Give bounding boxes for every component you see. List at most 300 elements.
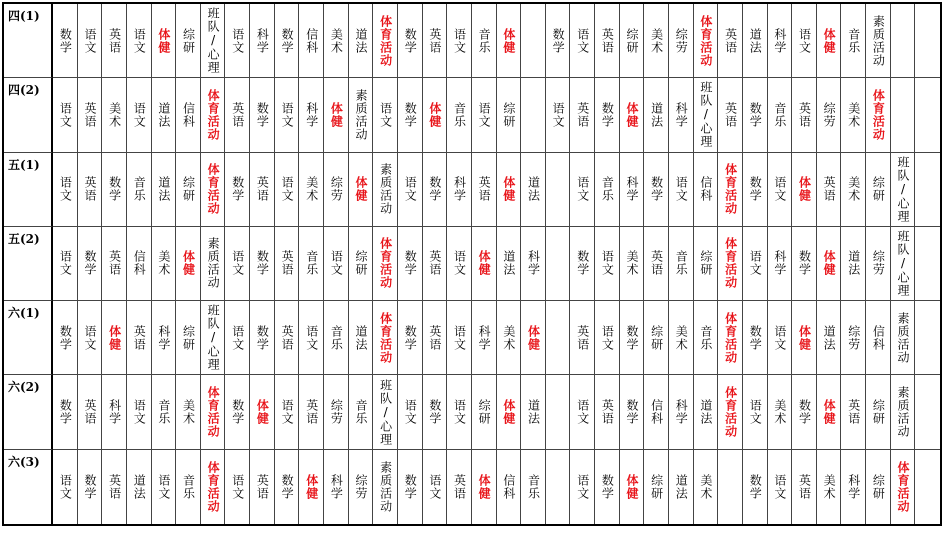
subject-text: 道法 xyxy=(822,324,837,351)
timetable-cell xyxy=(718,450,743,524)
subject-text: 体育活动 xyxy=(206,163,221,216)
timetable-cell xyxy=(792,450,817,524)
subject-text: 语文 xyxy=(600,324,615,351)
subject-text: 综劳 xyxy=(329,176,344,203)
subject-text: 语文 xyxy=(403,399,418,426)
subject-text: 科学 xyxy=(674,101,689,128)
timetable-cell xyxy=(792,375,817,449)
subject-text: 道法 xyxy=(526,399,541,426)
subject-text: 语文 xyxy=(280,101,295,128)
timetable-cell xyxy=(275,78,300,152)
timetable-cell xyxy=(373,227,398,301)
timetable-cell xyxy=(546,4,571,78)
timetable-cell xyxy=(324,301,349,375)
subject-text: 道法 xyxy=(132,473,147,500)
timetable-cell xyxy=(792,227,817,301)
subject-text: 道法 xyxy=(156,101,171,128)
timetable-cell xyxy=(152,4,177,78)
timetable-cell xyxy=(718,227,743,301)
timetable-cell xyxy=(743,153,768,227)
timetable-cell xyxy=(521,4,546,78)
timetable-cell xyxy=(497,78,522,152)
subject-text: 美术 xyxy=(181,399,196,426)
timetable-cell xyxy=(768,227,793,301)
timetable-cell xyxy=(644,153,669,227)
timetable-cell xyxy=(866,227,891,301)
timetable-cell xyxy=(546,78,571,152)
subject-text: 综劳 xyxy=(822,101,837,128)
timetable-cell xyxy=(866,78,891,152)
timetable-cell xyxy=(373,450,398,524)
subject-text: 语文 xyxy=(230,473,245,500)
subject-text: 语文 xyxy=(772,324,787,351)
subject-text: 综劳 xyxy=(353,473,368,500)
timetable-cell xyxy=(373,301,398,375)
timetable-cell xyxy=(447,450,472,524)
subject-text: 音乐 xyxy=(304,250,319,277)
subject-text: 英语 xyxy=(797,473,812,500)
timetable-cell xyxy=(866,375,891,449)
subject-text: 语文 xyxy=(477,101,492,128)
subject-text: 综研 xyxy=(181,176,196,203)
timetable-cell xyxy=(768,4,793,78)
timetable-cell xyxy=(915,153,940,227)
timetable-cell xyxy=(423,227,448,301)
timetable-cell xyxy=(915,450,940,524)
timetable-cell xyxy=(127,227,152,301)
timetable-cell xyxy=(841,301,866,375)
subject-text: 语文 xyxy=(772,473,787,500)
subject-text: 数学 xyxy=(82,473,97,500)
timetable-cell xyxy=(127,78,152,152)
subject-text: 班队/心理 xyxy=(896,155,911,223)
timetable-cell xyxy=(324,450,349,524)
class-label: 四(1) xyxy=(4,4,53,78)
subject-text: 美术 xyxy=(649,27,664,54)
timetable-cell xyxy=(423,4,448,78)
subject-text: 体健 xyxy=(329,101,344,128)
subject-text: 数学 xyxy=(280,473,295,500)
subject-text: 体育活动 xyxy=(206,460,221,513)
subject-text: 综研 xyxy=(181,324,196,351)
timetable-cell xyxy=(595,153,620,227)
subject-text: 科学 xyxy=(452,176,467,203)
timetable-cell xyxy=(423,78,448,152)
timetable-cell xyxy=(521,78,546,152)
timetable-cell xyxy=(644,4,669,78)
timetable-cell xyxy=(152,375,177,449)
timetable-cell xyxy=(398,450,423,524)
timetable-cell xyxy=(152,153,177,227)
timetable-cell xyxy=(201,153,226,227)
subject-text: 信科 xyxy=(132,250,147,277)
timetable-cell xyxy=(275,227,300,301)
timetable-cell xyxy=(176,153,201,227)
timetable-cell xyxy=(78,227,103,301)
timetable-cell xyxy=(152,450,177,524)
timetable-cell xyxy=(324,78,349,152)
timetable-cell xyxy=(669,450,694,524)
subject-text: 语文 xyxy=(82,27,97,54)
timetable-cell xyxy=(398,227,423,301)
subject-text: 综研 xyxy=(181,27,196,54)
subject-text: 班队/心理 xyxy=(896,229,911,297)
timetable-cell xyxy=(891,78,916,152)
subject-text: 道法 xyxy=(649,101,664,128)
timetable-cell xyxy=(373,153,398,227)
timetable-cell xyxy=(595,4,620,78)
subject-text: 体健 xyxy=(156,27,171,54)
timetable-cell xyxy=(152,227,177,301)
subject-text: 综研 xyxy=(698,250,713,277)
timetable-cell xyxy=(423,153,448,227)
timetable-cell xyxy=(373,78,398,152)
subject-text: 英语 xyxy=(280,324,295,351)
timetable-cell xyxy=(570,375,595,449)
timetable-cell xyxy=(225,4,250,78)
subject-text: 体健 xyxy=(255,399,270,426)
subject-text: 道法 xyxy=(674,473,689,500)
subject-text: 体育活动 xyxy=(206,386,221,439)
subject-text: 数学 xyxy=(58,324,73,351)
subject-text: 语文 xyxy=(452,250,467,277)
timetable-cell xyxy=(891,4,916,78)
subject-text: 数学 xyxy=(797,399,812,426)
timetable-cell xyxy=(620,78,645,152)
timetable-cell xyxy=(718,301,743,375)
timetable-cell xyxy=(152,301,177,375)
timetable-cell xyxy=(669,375,694,449)
timetable-cell xyxy=(275,301,300,375)
subject-text: 英语 xyxy=(82,176,97,203)
subject-text: 语文 xyxy=(575,399,590,426)
timetable-cell xyxy=(669,153,694,227)
subject-text: 综研 xyxy=(477,399,492,426)
timetable-cell xyxy=(201,450,226,524)
timetable-cell xyxy=(595,301,620,375)
subject-text: 体健 xyxy=(501,176,516,203)
subject-text: 班队/心理 xyxy=(378,378,393,446)
subject-text: 体健 xyxy=(625,101,639,128)
subject-text: 英语 xyxy=(723,101,738,128)
timetable-cell xyxy=(743,4,768,78)
timetable-cell xyxy=(743,375,768,449)
subject-text: 美术 xyxy=(329,27,344,54)
timetable-cell xyxy=(546,153,571,227)
subject-text: 综研 xyxy=(625,27,639,54)
timetable-cell xyxy=(768,301,793,375)
subject-text: 道法 xyxy=(353,27,368,54)
subject-text: 体育活动 xyxy=(698,14,713,67)
subject-text: 美术 xyxy=(304,176,319,203)
subject-text: 体健 xyxy=(822,250,837,277)
subject-text: 数学 xyxy=(403,250,418,277)
subject-text: 英语 xyxy=(723,27,738,54)
timetable-cell xyxy=(398,153,423,227)
subject-text: 美术 xyxy=(674,324,689,351)
timetable-cell xyxy=(53,375,78,449)
subject-text: 素质活动 xyxy=(378,163,393,216)
subject-text: 音乐 xyxy=(329,324,344,351)
subject-text: 信科 xyxy=(501,473,516,500)
timetable-cell xyxy=(127,153,152,227)
timetable-cell xyxy=(644,450,669,524)
timetable-cell xyxy=(447,78,472,152)
subject-text: 数学 xyxy=(403,27,418,54)
timetable-cell xyxy=(743,227,768,301)
timetable-cell xyxy=(792,4,817,78)
subject-text: 科学 xyxy=(156,324,171,351)
subject-text: 语文 xyxy=(230,324,245,351)
class-label: 六(2) xyxy=(4,375,53,449)
timetable-cell xyxy=(669,227,694,301)
subject-text: 科学 xyxy=(255,27,270,54)
timetable-cell xyxy=(644,78,669,152)
subject-text: 体健 xyxy=(501,27,516,54)
subject-text: 美术 xyxy=(625,250,639,277)
timetable-cell xyxy=(373,375,398,449)
subject-text: 语文 xyxy=(132,101,147,128)
subject-text: 英语 xyxy=(107,250,122,277)
subject-text: 体健 xyxy=(625,473,639,500)
timetable-cell xyxy=(718,78,743,152)
subject-text: 素质活动 xyxy=(896,386,911,439)
timetable-cell xyxy=(915,301,940,375)
subject-text: 综研 xyxy=(871,176,886,203)
subject-text: 语文 xyxy=(452,399,467,426)
subject-text: 英语 xyxy=(280,250,295,277)
timetable-cell xyxy=(743,78,768,152)
subject-text: 语文 xyxy=(551,101,566,128)
subject-text: 数学 xyxy=(748,101,763,128)
timetable-cell xyxy=(521,375,546,449)
timetable-cell xyxy=(768,450,793,524)
timetable-cell xyxy=(644,301,669,375)
subject-text: 语文 xyxy=(280,399,295,426)
subject-text: 综研 xyxy=(501,101,516,128)
timetable-cell xyxy=(324,227,349,301)
subject-text: 数学 xyxy=(748,324,763,351)
subject-text: 综研 xyxy=(871,473,886,500)
timetable-cell xyxy=(694,301,719,375)
timetable-cell xyxy=(78,153,103,227)
subject-text: 美术 xyxy=(501,324,516,351)
subject-text: 体育活动 xyxy=(378,237,393,290)
subject-text: 科学 xyxy=(625,176,639,203)
timetable-cell xyxy=(817,78,842,152)
timetable-cell xyxy=(718,4,743,78)
timetable-cell xyxy=(225,153,250,227)
subject-text: 信科 xyxy=(304,27,319,54)
timetable-cell xyxy=(127,450,152,524)
subject-text: 数学 xyxy=(255,250,270,277)
timetable-cell xyxy=(398,375,423,449)
timetable-cell xyxy=(102,4,127,78)
timetable-cell xyxy=(694,227,719,301)
timetable-cell xyxy=(644,227,669,301)
timetable-cell xyxy=(891,375,916,449)
timetable-cell xyxy=(201,78,226,152)
subject-text: 音乐 xyxy=(132,176,147,203)
timetable-cell xyxy=(841,375,866,449)
timetable-cell xyxy=(152,78,177,152)
timetable-cell xyxy=(841,78,866,152)
subject-text: 语文 xyxy=(58,473,73,500)
timetable-cell xyxy=(472,78,497,152)
timetable-cell xyxy=(841,4,866,78)
subject-text: 数学 xyxy=(649,176,664,203)
subject-text: 英语 xyxy=(452,473,467,500)
timetable-cell xyxy=(78,301,103,375)
subject-text: 英语 xyxy=(107,473,122,500)
timetable-cell xyxy=(275,450,300,524)
subject-text: 数学 xyxy=(600,473,615,500)
timetable-cell xyxy=(644,375,669,449)
subject-text: 体健 xyxy=(797,176,812,203)
subject-text: 数学 xyxy=(255,324,270,351)
subject-text: 体健 xyxy=(477,250,492,277)
subject-text: 体健 xyxy=(427,101,442,128)
timetable-cell xyxy=(176,78,201,152)
timetable-cell xyxy=(447,227,472,301)
subject-text: 语文 xyxy=(329,250,344,277)
timetable-cell xyxy=(891,301,916,375)
subject-text: 音乐 xyxy=(353,399,368,426)
timetable-cell xyxy=(891,227,916,301)
timetable-cell xyxy=(866,153,891,227)
subject-text: 体育活动 xyxy=(871,88,886,141)
timetable-cell xyxy=(817,450,842,524)
subject-text: 信科 xyxy=(181,101,196,128)
timetable-cell xyxy=(915,227,940,301)
timetable-cell xyxy=(176,301,201,375)
timetable-cell xyxy=(866,301,891,375)
subject-text: 科学 xyxy=(304,101,319,128)
timetable-cell xyxy=(447,375,472,449)
subject-text: 语文 xyxy=(575,176,590,203)
subject-text: 数学 xyxy=(58,399,73,426)
timetable-cell xyxy=(447,4,472,78)
timetable-cell xyxy=(694,4,719,78)
timetable-cell xyxy=(201,227,226,301)
subject-text: 数学 xyxy=(230,176,245,203)
subject-text: 美术 xyxy=(698,473,713,500)
subject-text: 数学 xyxy=(625,399,639,426)
timetable-cell xyxy=(299,78,324,152)
timetable-cell xyxy=(53,450,78,524)
subject-text: 综研 xyxy=(353,250,368,277)
subject-text: 英语 xyxy=(575,324,590,351)
timetable-cell xyxy=(546,375,571,449)
subject-text: 素质活动 xyxy=(206,237,221,290)
subject-text: 体健 xyxy=(797,324,812,351)
subject-text: 语文 xyxy=(600,250,615,277)
timetable-cell xyxy=(497,227,522,301)
subject-text: 语文 xyxy=(58,101,73,128)
subject-text: 综研 xyxy=(649,473,664,500)
timetable-cell xyxy=(497,4,522,78)
subject-text: 语文 xyxy=(427,473,442,500)
timetable-cell xyxy=(620,450,645,524)
subject-text: 美术 xyxy=(846,101,861,128)
subject-text: 素质活动 xyxy=(378,460,393,513)
timetable-cell xyxy=(102,301,127,375)
timetable-cell xyxy=(349,375,374,449)
subject-text: 数学 xyxy=(551,27,566,54)
subject-text: 道法 xyxy=(353,324,368,351)
timetable-cell xyxy=(102,450,127,524)
subject-text: 体育活动 xyxy=(378,14,393,67)
timetable-cell xyxy=(718,375,743,449)
subject-text: 数学 xyxy=(575,250,590,277)
timetable-cell xyxy=(841,153,866,227)
subject-text: 体育活动 xyxy=(896,460,911,513)
subject-text: 语文 xyxy=(772,176,787,203)
subject-text: 音乐 xyxy=(477,27,492,54)
subject-text: 信科 xyxy=(871,324,886,351)
subject-text: 综劳 xyxy=(846,324,861,351)
timetable-cell xyxy=(349,78,374,152)
timetable-cell xyxy=(891,450,916,524)
timetable-cell xyxy=(817,153,842,227)
timetable-cell xyxy=(349,450,374,524)
subject-text: 体育活动 xyxy=(723,163,738,216)
timetable-cell xyxy=(53,301,78,375)
timetable-cell xyxy=(225,78,250,152)
subject-text: 语文 xyxy=(797,27,812,54)
subject-text: 音乐 xyxy=(772,101,787,128)
timetable-cell xyxy=(472,4,497,78)
subject-text: 体育活动 xyxy=(378,311,393,364)
timetable-cell xyxy=(546,450,571,524)
subject-text: 体健 xyxy=(181,250,196,277)
timetable-cell xyxy=(53,4,78,78)
timetable-cell xyxy=(497,450,522,524)
subject-text: 数学 xyxy=(107,176,122,203)
timetable-cell xyxy=(570,227,595,301)
timetable-cell xyxy=(78,78,103,152)
subject-text: 英语 xyxy=(230,101,245,128)
subject-text: 音乐 xyxy=(181,473,196,500)
timetable-cell xyxy=(349,153,374,227)
subject-text: 数学 xyxy=(427,399,442,426)
timetable-cell xyxy=(250,450,275,524)
class-timetable xyxy=(2,2,942,526)
timetable-cell xyxy=(570,301,595,375)
subject-text: 美术 xyxy=(846,176,861,203)
timetable-cell xyxy=(102,375,127,449)
subject-text: 体健 xyxy=(304,473,319,500)
subject-text: 综劳 xyxy=(329,399,344,426)
timetable-cell xyxy=(225,450,250,524)
subject-text: 综劳 xyxy=(871,250,886,277)
timetable-cell xyxy=(127,4,152,78)
timetable-cell xyxy=(324,375,349,449)
timetable-cell xyxy=(866,450,891,524)
timetable-cell xyxy=(102,78,127,152)
subject-text: 数学 xyxy=(230,399,245,426)
timetable-cell xyxy=(250,4,275,78)
timetable-cell xyxy=(620,301,645,375)
timetable-cell xyxy=(792,301,817,375)
timetable-cell xyxy=(570,4,595,78)
subject-text: 英语 xyxy=(600,27,615,54)
subject-text: 数学 xyxy=(58,27,73,54)
timetable-cell xyxy=(201,375,226,449)
subject-text: 体育活动 xyxy=(723,386,738,439)
timetable-cell xyxy=(225,227,250,301)
timetable-cell xyxy=(349,4,374,78)
